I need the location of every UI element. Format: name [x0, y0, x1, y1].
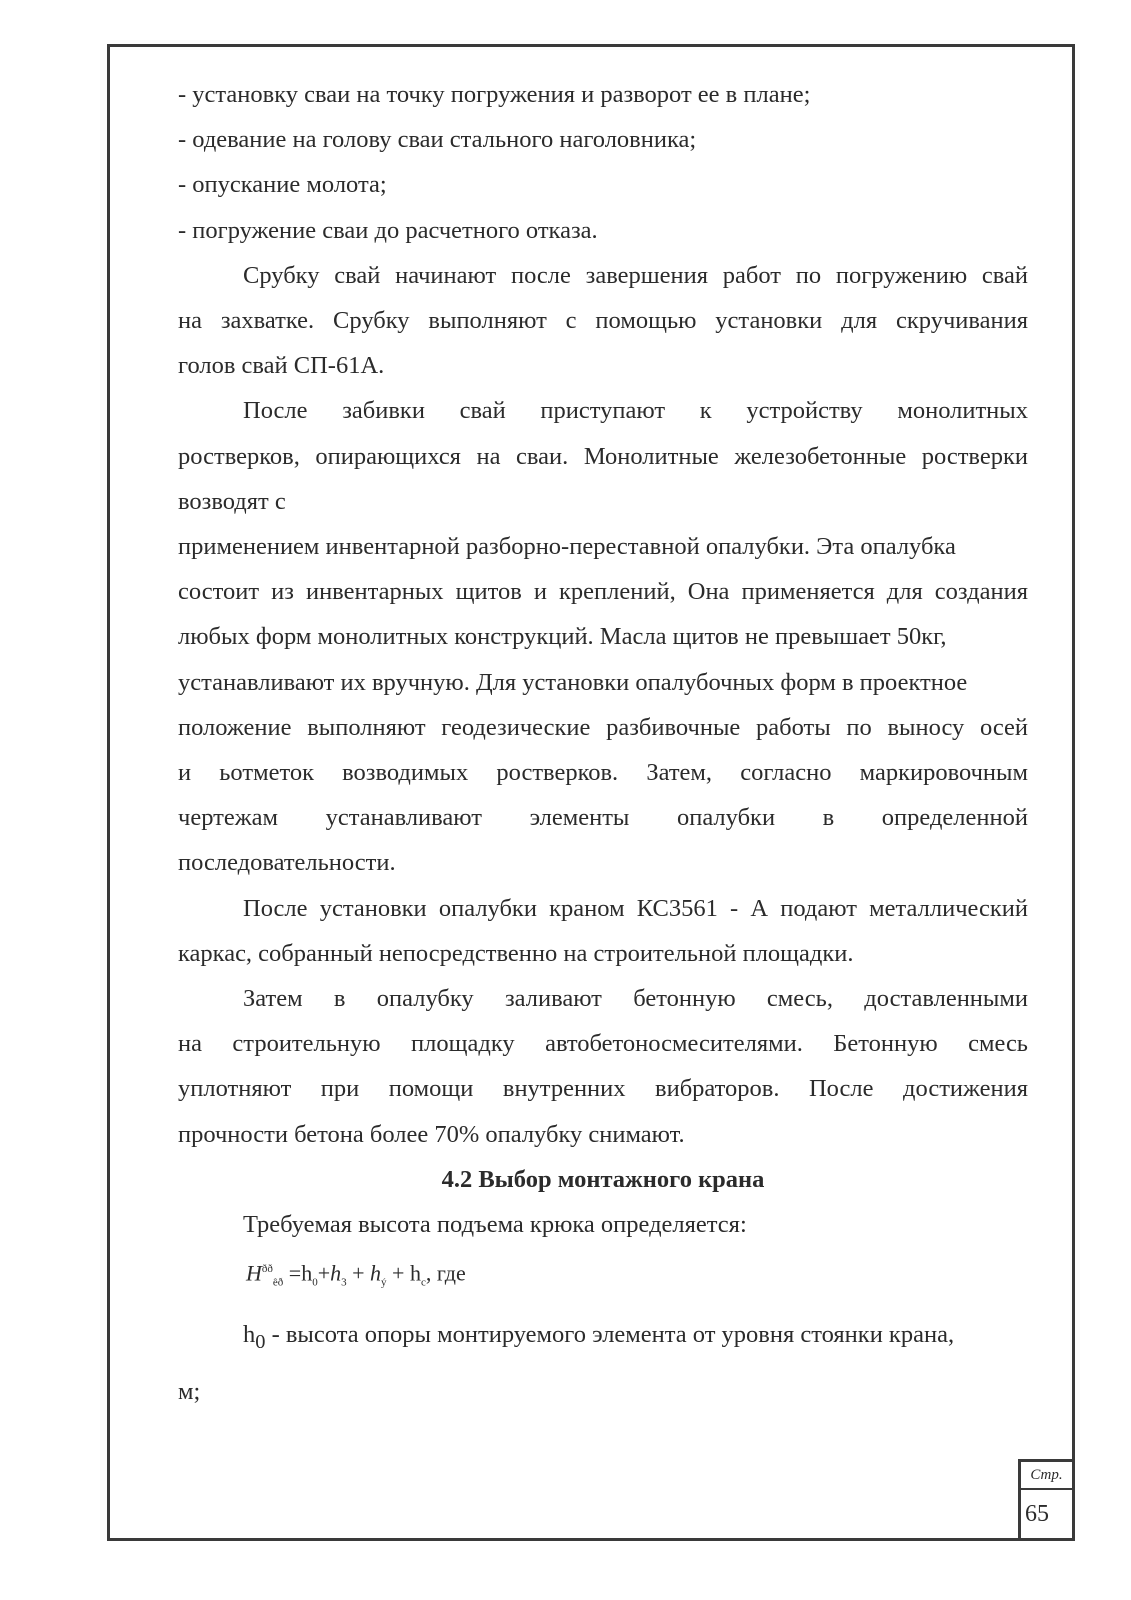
page-number-stamp [1018, 1459, 1075, 1541]
formula-subscript: 0 [312, 1277, 318, 1289]
list-item: - погружение сваи до расчетного отказа. [178, 216, 598, 244]
definition-continuation: м; [178, 1378, 201, 1406]
paragraph-line: Затем в опалубку заливают бетонную смесь, доставленными [243, 985, 1028, 1013]
definition-text: - высота опоры монтируемого элемента от уровня стоянки крана, [265, 1321, 955, 1349]
formula-symbol: H [246, 1260, 262, 1286]
paragraph-line: на строительную площадку автобетоносмесителями. Бетонную смесь [178, 1030, 1028, 1058]
paragraph-line: и ьотметок возводимых ростверков. Затем, согласно маркировочным [178, 759, 1028, 787]
paragraph-line: прочности бетона более 70% опалубку снимают. [178, 1120, 685, 1148]
formula-text: + h [386, 1260, 421, 1286]
paragraph-line: голов свай СП-61А. [178, 352, 385, 380]
formula-text: + [317, 1260, 331, 1286]
page-label: Стр. [1021, 1462, 1072, 1490]
list-item: - одевание на голову сваи стального наголовника; [178, 126, 697, 154]
paragraph-line: на захватке. Срубку выполняют с помощью установки для скручивания [178, 307, 1028, 335]
formula-subscript: ý [381, 1277, 387, 1289]
formula-subscript: 3 [341, 1277, 347, 1289]
paragraph-line: состоит из инвентарных щитов и креплений, Она применяется для создания [178, 578, 1028, 606]
definition-subscript: 0 [255, 1331, 266, 1354]
formula-symbol: h [370, 1260, 382, 1286]
definition-line [178, 1312, 1028, 1365]
paragraph-line: Требуемая высота подъема крюка определяется: [243, 1211, 747, 1239]
paragraph-line: любых форм монолитных конструкций. Масла щитов не превышает 50кг, [178, 623, 947, 651]
paragraph-line: применением инвентарной разборно-переставной опалубки. Эта опалубка [178, 533, 956, 561]
list-item: - опускание молота; [178, 171, 387, 199]
document-body [178, 72, 1028, 1415]
formula-subscript: êð [272, 1277, 284, 1289]
paragraph-line: положение выполняют геодезические разбивочные работы по выносу осей [178, 713, 1028, 741]
section-heading: 4.2 Выбор монтажного крана [441, 1165, 765, 1193]
paragraph-line: последовательности. [178, 849, 396, 877]
paragraph-line: каркас, собранный непосредственно на строительной площадки. [178, 939, 854, 967]
paragraph-line: ростверков, опирающихся на сваи. Монолитные железобетонные ростверки [178, 442, 1028, 470]
formula-symbol: h [330, 1260, 342, 1286]
paragraph-line: уплотняют при помощи внутренних вибраторов. После достижения [178, 1075, 1028, 1103]
page-number: 65 [1025, 1501, 1049, 1527]
paragraph-line: Срубку свай начинают после завершения работ по погружению свай [243, 261, 1028, 289]
formula-subscript: c [420, 1277, 426, 1289]
formula-superscript: ðð [261, 1263, 273, 1276]
definition-symbol: h [243, 1321, 256, 1349]
paragraph-line: После забивки свай приступают к устройству монолитных [243, 397, 1028, 425]
paragraph-line: возводят с [178, 487, 286, 515]
paragraph-line: После установки опалубки краном КС3561 - А подают металлический [243, 894, 1028, 922]
paragraph-line: чертежам устанавливают элементы опалубки в определенной [178, 804, 1028, 832]
list-item: - установку сваи на точку погружения и разворот ее в плане; [178, 81, 811, 108]
formula-text: =h [288, 1260, 313, 1286]
paragraph-line: устанавливают их вручную. Для установки опалубочных форм в проектное [178, 668, 968, 696]
hook-height-formula [178, 1247, 1028, 1306]
formula-tail: , где [425, 1260, 466, 1286]
formula-text: + [346, 1260, 371, 1286]
